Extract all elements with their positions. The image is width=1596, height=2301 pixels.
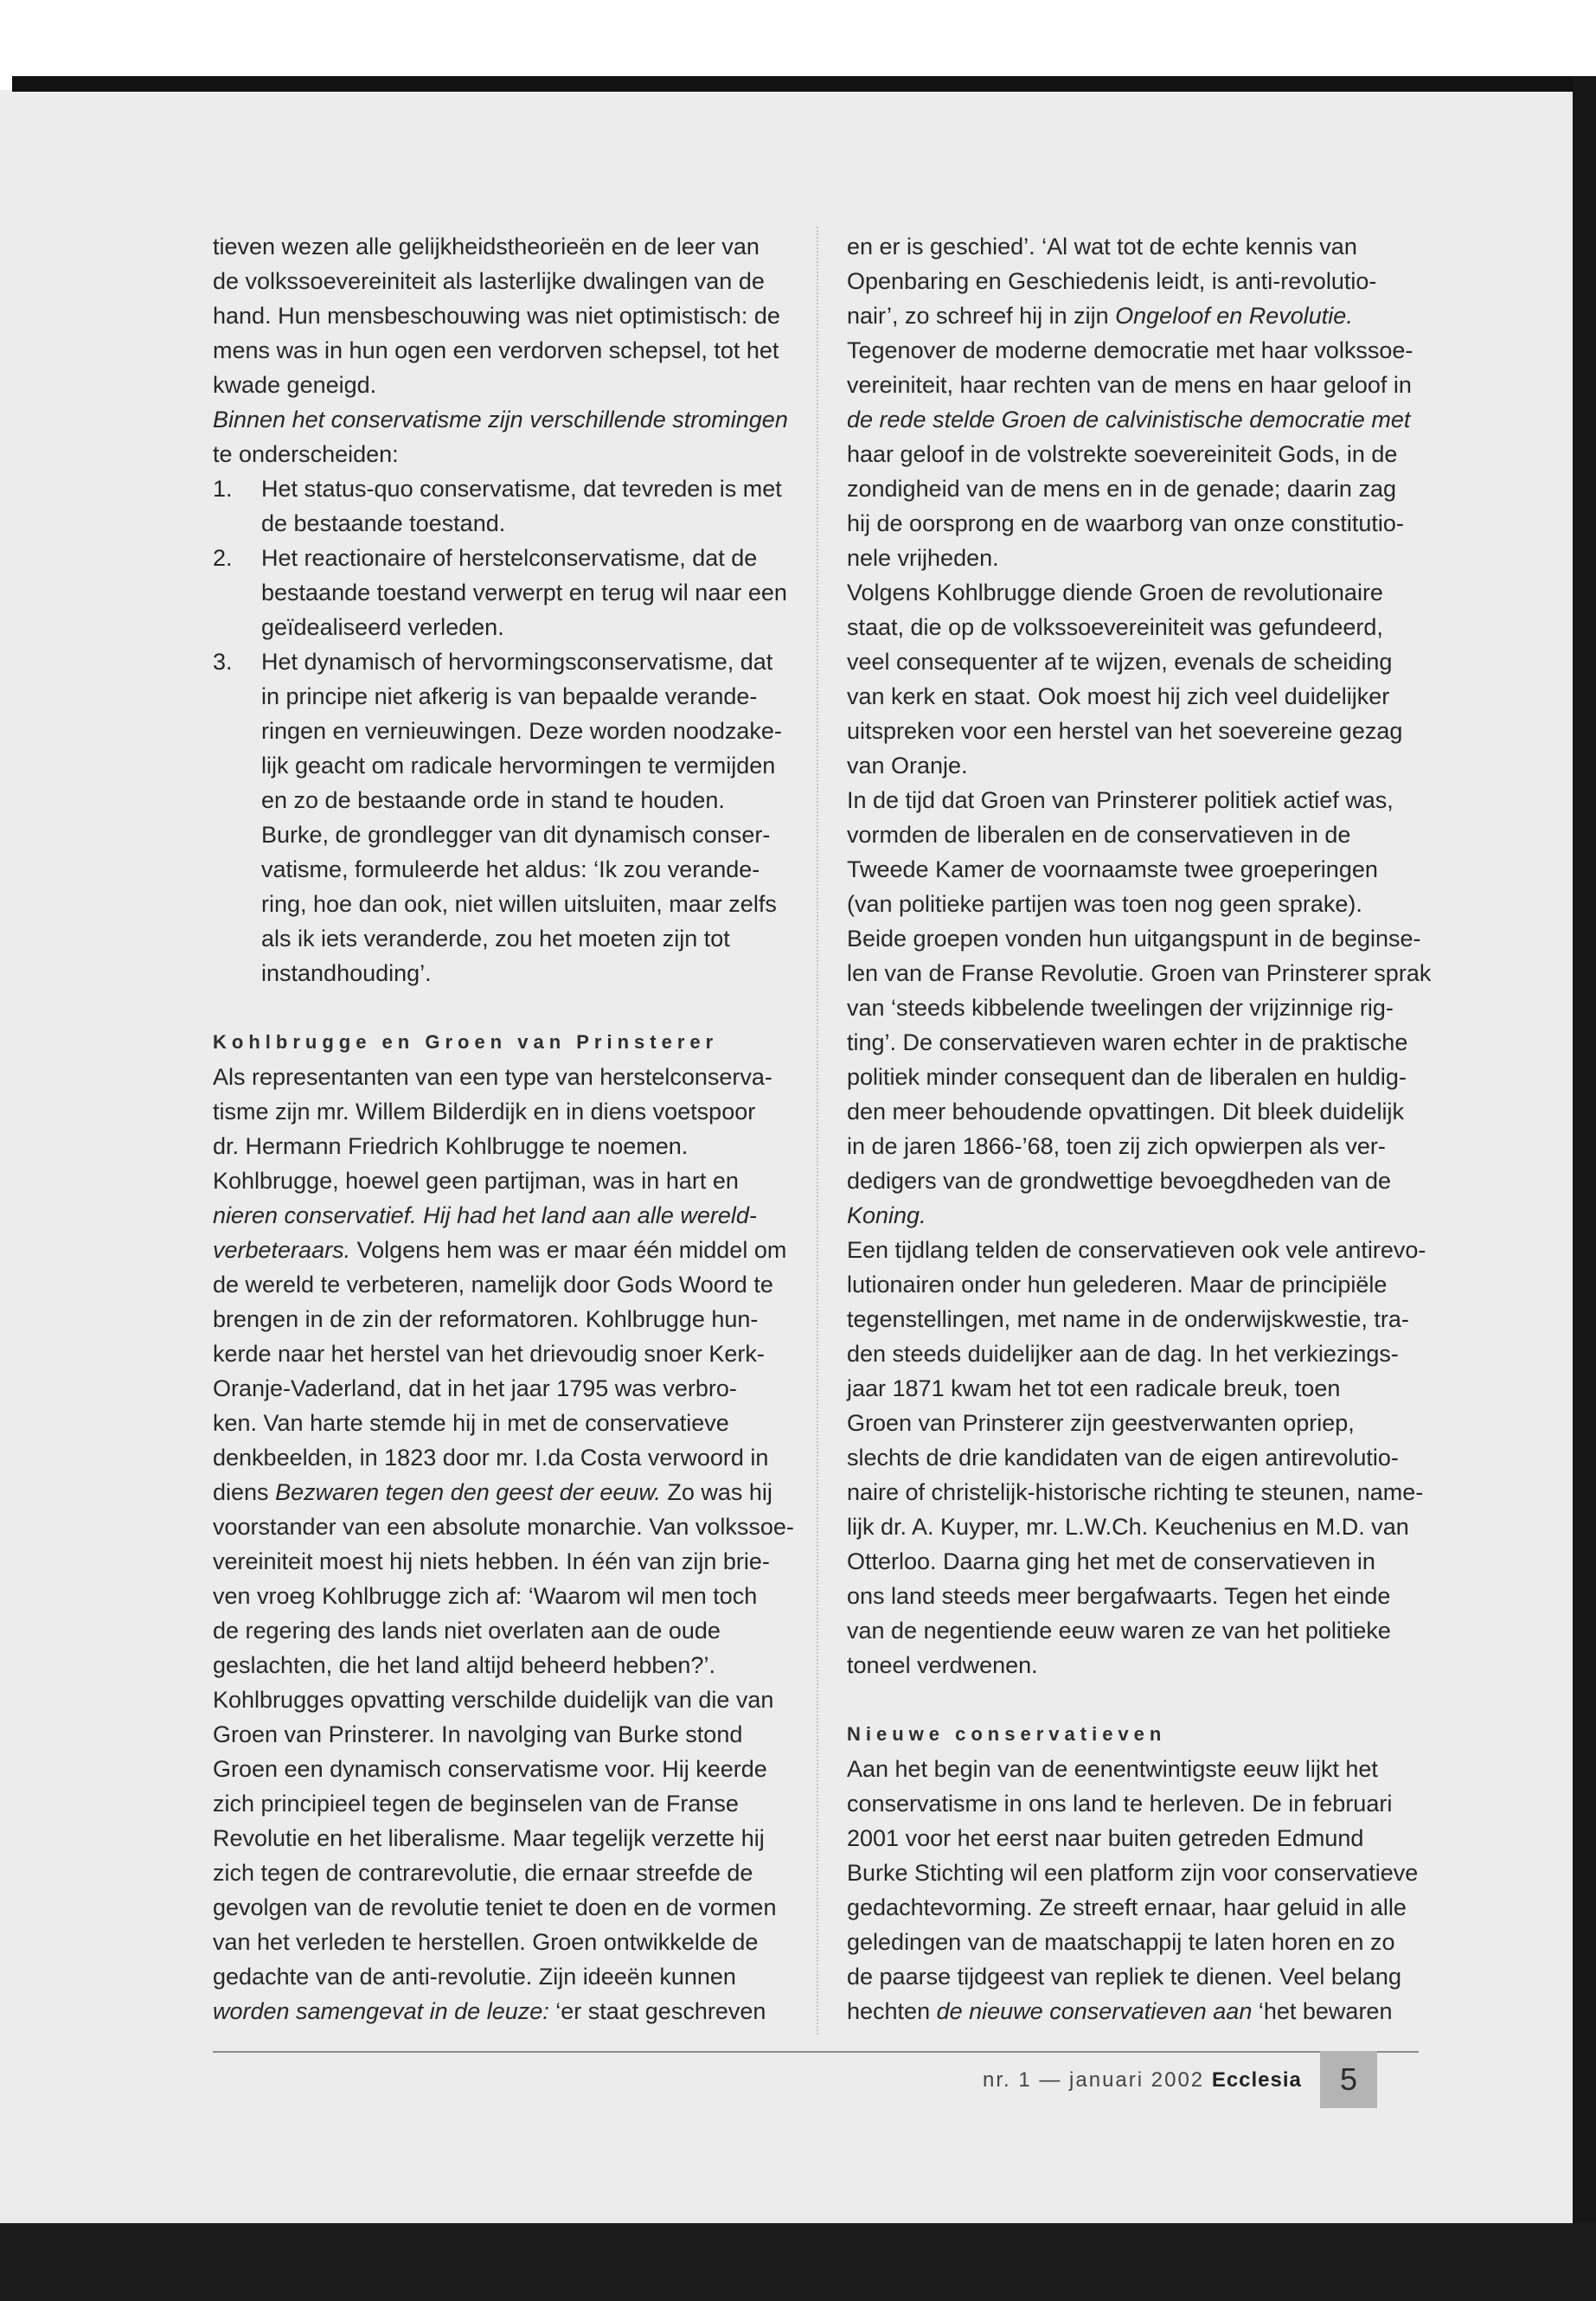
scan-border-right — [1573, 76, 1596, 2301]
scan-border-bottom — [0, 2223, 1596, 2301]
text-span: ‘het bewaren — [1252, 1998, 1393, 2024]
text-line — [213, 1994, 810, 2029]
text-line: hij de oorsprong en de waarborg van onze constitutio- — [847, 510, 1404, 536]
text-line: Groen van Prinsterer. In navolging van Burke stond — [213, 1721, 743, 1747]
scan-border-top — [12, 76, 1596, 92]
page-number: 5 — [1339, 2061, 1358, 2097]
paragraph — [847, 1233, 1435, 1682]
list-item — [213, 541, 810, 644]
text-line: ting’. De conservatieven waren echter in de praktische — [847, 1029, 1408, 1055]
text-line: vereiniteit, haar rechten van de mens en haar geloof in — [847, 372, 1412, 398]
text-line: voorstander van een absolute monarchie. Van volkssoe- — [213, 1514, 794, 1540]
right-column — [847, 229, 1435, 2029]
text-line: Kohlbrugge, hoewel geen partijman, was in hart en — [213, 1168, 739, 1194]
text-line: lijk dr. A. Kuyper, mr. L.W.Ch. Keuchenius en M.D. van — [847, 1514, 1409, 1540]
list-item — [213, 471, 810, 541]
text-line: van het verleden te herstellen. Groen ontwikkelde de — [213, 1929, 759, 1955]
italic-text: de rede stelde Groen de calvinistische democratie met — [847, 407, 1411, 433]
text-line: denkbeelden, in 1823 door mr. I.da Costa verwoord in — [213, 1445, 769, 1471]
italic-text: worden samengevat in de leuze: — [213, 1998, 549, 2024]
text-line: de wereld te verbeteren, namelijk door Gods Woord te — [213, 1272, 773, 1298]
list-item — [213, 644, 810, 990]
text-line: dedigers van de grondwettige bevoegdheden van de — [847, 1168, 1391, 1194]
text-span: ‘er staat geschreven — [548, 1998, 766, 2024]
paragraph — [847, 783, 1435, 1233]
text-line: geledingen van de maatschappij te laten horen en zo — [847, 1929, 1395, 1955]
italic-text: de nieuwe conservatieven aan — [936, 1998, 1253, 2024]
text-line: tisme zijn mr. Willem Bilderdijk en in diens voetspoor — [213, 1099, 756, 1125]
text-line: brengen in de zin der reformatoren. Kohlbrugge hun- — [213, 1306, 759, 1332]
text-line: Als representanten van een type van herstelconserva- — [213, 1064, 772, 1090]
text-line: van de negentiende eeuw waren ze van het politieke — [847, 1618, 1391, 1644]
list-item-text — [261, 644, 810, 990]
text-line: (van politieke partijen was toen nog geen sprake). — [847, 891, 1362, 917]
text-line: uitspreken voor een herstel van het soevereine gezag — [847, 718, 1403, 744]
text-line: lutionairen onder hun gelederen. Maar de principiële — [847, 1272, 1388, 1298]
page-footer — [983, 2066, 1302, 2095]
text-line: len van de Franse Revolutie. Groen van Prinsterer sprak — [847, 960, 1432, 986]
text-line: jaar 1871 kwam het tot een radicale breuk, toen — [847, 1375, 1341, 1401]
text-line: politiek minder consequent dan de liberalen en huldig- — [847, 1064, 1407, 1090]
issue-date: nr. 1 — januari 2002 — [983, 2068, 1205, 2092]
text-line: Otterloo. Daarna ging het met de conservatieven in — [847, 1548, 1375, 1574]
text-line: Oranje-Vaderland, dat in het jaar 1795 was verbro- — [213, 1375, 737, 1401]
section-heading: Kohlbrugge en Groen van Prinsterer — [213, 1031, 719, 1053]
text-line: Revolutie en het liberalisme. Maar tegelijk verzette hij — [213, 1825, 765, 1851]
text-line: ring, hoe dan ook, niet willen uitsluiten, maar zelfs — [261, 891, 777, 917]
text-line: Groen een dynamisch conservatisme voor. Hij keerde — [213, 1756, 767, 1782]
text-line: zondigheid van de mens en in de genade; daarin zag — [847, 476, 1396, 502]
text-line: ons land steeds meer bergafwaarts. Tegen het einde — [847, 1583, 1391, 1609]
text-line: van ‘steeds kibbelende tweelingen der vrijzinnige rig- — [847, 995, 1394, 1021]
text-line: Burke, de grondlegger van dit dynamisch conser- — [261, 822, 771, 848]
text-line: en er is geschied’. ‘Al wat tot de echte kennis van — [847, 234, 1357, 260]
text-line: in principe niet afkerig is van bepaalde verande- — [261, 683, 758, 709]
italic-text: Binnen het conservatisme zijn verschillende stromingen — [213, 407, 788, 433]
text-line: mens was in hun ogen een verdorven schepsel, tot het — [213, 337, 779, 363]
text-line: veel consequenter af te wijzen, evenals de scheiding — [847, 649, 1393, 675]
text-line: de volkssoevereiniteit als lasterlijke dwalingen van de — [213, 268, 765, 294]
paragraph — [213, 1163, 810, 1682]
text-line: Volgens Kohlbrugge diende Groen de revolutionaire — [847, 580, 1383, 606]
section-heading: Nieuwe conservatieven — [847, 1723, 1167, 1745]
paragraph — [213, 229, 810, 402]
text-line — [213, 1198, 810, 1233]
text-line: Tegenover de moderne democratie met haar volkssoe- — [847, 337, 1413, 363]
text-line: als ik iets veranderde, zou het moeten zijn tot — [261, 926, 730, 952]
text-line: vormden de liberalen en de conservatieven in de — [847, 822, 1351, 848]
text-line — [847, 298, 1435, 333]
italic-text: Bezwaren tegen den geest der eeuw. — [275, 1479, 661, 1505]
text-line: bestaande toestand verwerpt en terug wil naar een — [261, 580, 787, 606]
text-line: 2001 voor het eerst naar buiten getreden Edmund — [847, 1825, 1364, 1851]
text-line: tieven wezen alle gelijkheidstheorieën en de leer van — [213, 234, 760, 260]
text-line — [213, 1233, 810, 1267]
numbered-list — [213, 471, 810, 990]
text-line: van Oranje. — [847, 753, 968, 779]
page-number-box — [1320, 2051, 1377, 2108]
text-line: toneel verdwenen. — [847, 1652, 1038, 1678]
left-column — [213, 229, 810, 2029]
text-line: In de tijd dat Groen van Prinsterer politiek actief was, — [847, 787, 1394, 813]
text-line: Aan het begin van de eenentwintigste eeuw lijkt het — [847, 1756, 1378, 1782]
list-item-text — [261, 471, 810, 541]
text-span: hechten — [847, 1998, 937, 2024]
column-divider — [817, 227, 818, 2035]
text-line: zich tegen de contrarevolutie, die ernaar streefde de — [213, 1860, 753, 1886]
text-line — [847, 402, 1435, 437]
text-line: geslachten, die het land altijd beheerd hebben?’. — [213, 1652, 715, 1678]
text-line: zich principieel tegen de beginselen van de Franse — [213, 1791, 739, 1817]
text-line: Beide groepen vonden hun uitgangspunt in de beginse- — [847, 926, 1421, 952]
list-number: 3. — [213, 649, 233, 675]
text-line: ken. Van harte stemde hij in met de conservatieve — [213, 1410, 729, 1436]
text-line: Tweede Kamer de voornaamste twee groeperingen — [847, 856, 1378, 882]
text-line: gedachte van de anti-revolutie. Zijn ideeën kunnen — [213, 1964, 736, 1990]
text-line — [847, 1198, 1435, 1233]
text-line: lijk geacht om radicale hervormingen te vermijden — [261, 753, 776, 779]
italic-text: Ongeloof en Revolutie. — [1115, 303, 1353, 329]
text-span: diens — [213, 1479, 276, 1505]
text-line: te onderscheiden: — [213, 441, 399, 467]
text-line: staat, die op de volkssoevereiniteit was gefundeerd, — [847, 614, 1383, 640]
paragraph — [213, 1060, 810, 1163]
text-line: naire of christelijk-historische richting te steunen, name- — [847, 1479, 1424, 1505]
text-line: gedachtevorming. Ze streeft ernaar, haar geluid in alle — [847, 1894, 1407, 1920]
text-line: Het reactionaire of herstelconservatisme, dat de — [261, 545, 758, 571]
text-line: instandhouding’. — [261, 960, 432, 986]
text-line: de regering des lands niet overlaten aan de oude — [213, 1618, 721, 1644]
paragraph — [213, 402, 810, 471]
text-line: vatisme, formuleerde het aldus: ‘Ik zou verande- — [261, 856, 760, 882]
text-line: kwade geneigd. — [213, 372, 377, 398]
text-line: nele vrijheden. — [847, 545, 999, 571]
text-line — [847, 1994, 1435, 2029]
text-line: dr. Hermann Friedrich Kohlbrugge te noemen. — [213, 1133, 689, 1159]
paragraph — [847, 575, 1435, 783]
text-line: den steeds duidelijker aan de dag. In het verkiezings- — [847, 1341, 1399, 1367]
text-line: Een tijdlang telden de conservatieven ook vele antirevo- — [847, 1237, 1426, 1263]
text-line: slechts de drie kandidaten van de eigen antirevolutio- — [847, 1445, 1399, 1471]
text-line: den meer behoudende opvattingen. Dit bleek duidelijk — [847, 1099, 1404, 1125]
text-line: haar geloof in de volstrekte soevereiniteit Gods, in de — [847, 441, 1398, 467]
list-item-text — [261, 541, 810, 644]
text-line: ringen en vernieuwingen. Deze worden noodzake- — [261, 718, 782, 744]
text-line: Burke Stichting wil een platform zijn voor conservatieve — [847, 1860, 1419, 1886]
text-line: gevolgen van de revolutie teniet te doen en de vormen — [213, 1894, 777, 1920]
italic-text: nieren conservatief. Hij had het land aan alle wereld- — [213, 1202, 757, 1228]
paragraph — [847, 1752, 1435, 2029]
text-line: de paarse tijdgeest van repliek te dienen. Veel belang — [847, 1964, 1401, 1990]
list-number: 2. — [213, 545, 233, 571]
text-line: Groen van Prinsterer zijn geestverwanten opriep, — [847, 1410, 1355, 1436]
text-line: van kerk en staat. Ook moest hij zich veel duidelijker — [847, 683, 1390, 709]
text-line: hand. Hun mensbeschouwing was niet optimistisch: de — [213, 303, 780, 329]
list-number: 1. — [213, 476, 233, 502]
text-span: nair’, zo schreef hij in zijn — [847, 303, 1116, 329]
text-line: tegenstellingen, met name in de onderwijskwestie, tra- — [847, 1306, 1409, 1332]
italic-text: verbeteraars. — [213, 1237, 351, 1263]
paragraph — [213, 1682, 810, 2029]
text-line: conservatisme in ons land te herleven. De in februari — [847, 1791, 1393, 1817]
text-line — [213, 1475, 810, 1509]
paragraph — [847, 229, 1435, 575]
text-line: geïdealiseerd verleden. — [261, 614, 504, 640]
text-line: ven vroeg Kohlbrugge zich af: ‘Waarom wil men toch — [213, 1583, 758, 1609]
text-line: kerde naar het herstel van het drievoudig snoer Kerk- — [213, 1341, 765, 1367]
text-span: Zo was hij — [660, 1479, 772, 1505]
text-line: in de jaren 1866-’68, toen zij zich opwierpen als ver- — [847, 1133, 1386, 1159]
text-line: Het status-quo conservatisme, dat tevreden is met — [261, 476, 782, 502]
text-span: Volgens hem was er maar één middel om — [350, 1237, 787, 1263]
text-line — [213, 402, 810, 437]
footer-rule — [213, 2051, 1419, 2053]
text-line: Openbaring en Geschiedenis leidt, is anti-revolutio- — [847, 268, 1377, 294]
text-line: vereiniteit moest hij niets hebben. In één van zijn brie- — [213, 1548, 770, 1574]
text-line: de bestaande toestand. — [261, 510, 506, 536]
text-line: Het dynamisch of hervormingsconservatisme, dat — [261, 649, 773, 675]
italic-text: Koning. — [847, 1202, 926, 1228]
text-line: Kohlbrugges opvatting verschilde duidelijk van die van — [213, 1687, 774, 1713]
text-line: en zo de bestaande orde in stand te houden. — [261, 787, 725, 813]
magazine-name: Ecclesia — [1211, 2068, 1302, 2092]
